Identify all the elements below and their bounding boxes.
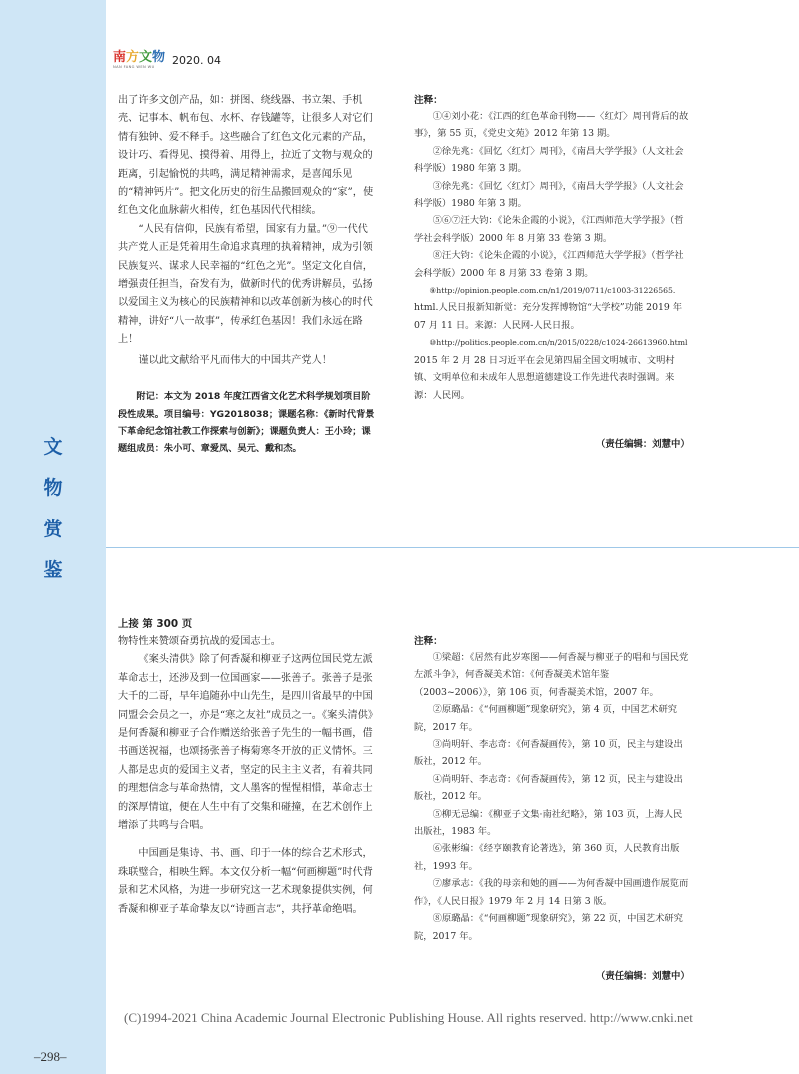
section-title-char: 鉴	[43, 559, 63, 581]
footnote-url: ⑩http://politics.people.com.cn/n/2015/0228/c1024-26613960.html	[429, 338, 688, 348]
paragraph: 谨以此文献给平凡而伟大的中国共产党人！	[138, 354, 332, 366]
section-title-char: 赏	[43, 518, 63, 540]
top-left-column	[118, 92, 375, 458]
section-title	[0, 438, 106, 602]
editor-credit: （责任编辑：刘慧中）	[596, 439, 690, 450]
paragraph: 《案头清供》除了何香凝和柳亚子这两位国民党左派革命志士，还涉及到一位国画家——张善子。张善子是张大千的二哥，早年追随孙中山先生，是四川省最早的中国同盟会会员之一，亦是“寒之友社”成员之一。《案头清供》是何香凝和柳亚子合作赠送给张善子先生的一幅书画，借书画送祝福，也颂扬张善子梅菊寒冬开放的正义情怀。三人都是忠贞的爱国主义者，坚定的民主主义者，有着共同的理想信念与革命热情，文人墨客的惺惺相惜，革命志士的深厚情谊，便在人生中有了交集和碰撞，在艺术创作上增添了共鸣与合唱。	[118, 654, 373, 832]
top-notes-column	[414, 92, 689, 404]
footnote: ①梁超：《居然有此岁寒图——何香凝与柳亚子的唱和与国民党左派斗争》，何香凝美术馆：《何香凝美术馆年鉴（2003~2006）》，第 106 页，何香凝美术馆，2007 年。	[414, 652, 689, 698]
footnote: html.人民日报新知新觉：充分发挥博物馆“大学校”功能 2019 年 07 月 11 日。来源：人民网-人民日报。	[414, 302, 683, 331]
logo-char: 南	[113, 50, 127, 65]
footnote: ⑥张彬编：《经亨颐教育论著选》，第 360 页，人民教育出版社，1993 年。	[414, 843, 680, 872]
footnote: ⑧汪大钧：《论朱企霞的小说》，《江西师范大学学报》（哲学社会科学版）2000 年 8 月第 33 卷第 3 期。	[414, 250, 684, 279]
copyright-footer: (C)1994-2021 China Academic Journal Electronic Publishing House. All rights reserved. http://www.cnki.net	[124, 1010, 693, 1025]
logo-char: 文	[139, 50, 153, 65]
paragraph: “人民有信仰，民族有希望，国家有力量。”⑨一代代共产党人正是凭着用生命追求真理的执着精神，成为引领民族复兴、谋求人民幸福的“红色之光”。坚定文化自信，增强责任担当，奋发有为，做新时代的优秀讲解员，弘扬以爱国主义为核心的民族精神和以改革创新为核心的时代精神，讲好“八一故事”，传承红色基因！我们永远在路上！	[118, 223, 373, 346]
bottom-left-column	[118, 633, 375, 919]
footnote: ③尚明轩、李志奇：《何香凝画传》，第 10 页，民主与建设出版社，2012 年。	[414, 739, 683, 768]
editor-credit: （责任编辑：刘慧中）	[596, 971, 690, 982]
footnote: ②徐先兆：《回忆〈红灯〉周刊》，《南昌大学学报》（人文社会科学版）1980 年第 3 期。	[414, 145, 684, 175]
continuation-label: 上接 第 300 页	[118, 618, 193, 630]
issue-label: 2020. 04	[172, 54, 221, 67]
notes-heading: 注释：	[414, 95, 443, 106]
section-title-char: 文	[43, 436, 63, 458]
footnote: ②原璐晶：《“何画柳题”现象研究》，第 4 页，中国艺术研究院，2017 年。	[414, 704, 678, 733]
paragraph: 出了许多文创产品，如：拼图、绕线器、书立架、手机壳、记事本、帆布包、水杯、存钱罐等，让很多人对它们情有独钟、爱不释手。这些融合了红色文化元素的产品，设计巧、看得见、摸得着、用得上，拉近了文物与观众的距离，引起愉悦的共鸣，满足精神需求，是喜闻乐见的“精神钙片”。把文化历史的衍生品搬回观众的“家”，使红色文化血脉薪火相传，红色基因代代相续。	[118, 95, 374, 217]
paragraph: 物特性来赞颂奋勇抗战的爱国志士。	[118, 636, 281, 647]
logo-char: 物	[152, 50, 166, 65]
section-divider	[106, 547, 799, 548]
footnote: ⑤柳无忌编：《柳亚子文集·南社纪略》，第 103 页，上海人民出版社，1983 年。	[414, 808, 683, 838]
logo-subtext: NAN FANG WEN WU	[113, 65, 155, 69]
notes-heading: 注释：	[414, 636, 443, 647]
footnote: ④尚明轩、李志奇：《何香凝画传》，第 12 页，民主与建设出版社，2012 年。	[414, 773, 683, 803]
footnote: ①④刘小花：《江西的红色革命刊物——〈红灯〉周刊背后的故事》，第 55 页，《党史文苑》2012 年第 13 期。	[414, 111, 689, 140]
footnote: ③徐先兆：《回忆〈红灯〉周刊》，《南昌大学学报》（人文社会科学版）1980 年第 3 期。	[414, 180, 684, 210]
section-title-char: 物	[43, 477, 63, 499]
appendix-note: 附记：本文为 2018 年度江西省文化艺术科学规划项目阶段性成果。项目编号：YG2018038；课题名称：《新时代背景下革命纪念馆社教工作探索与创新》；课题负责人：王小玲；课题组成员：朱小可、章爱凤、吴元、戴和杰。	[118, 391, 375, 455]
footnote: ⑦廖承志：《我的母亲和她的画——为何香凝中国画遗作展览而作》，《人民日报》1979 年 2 月 14 日第 3 版。	[414, 878, 689, 907]
footnote: ⑤⑥⑦汪大钧：《论朱企霞的小说》，《江西师范大学学报》（哲学社会科学版）2000 年 8 月第 33 卷第 3 期。	[414, 215, 684, 244]
footnote: 2015 年 2 月 28 日习近平在会见第四届全国文明城市、文明村镇、文明单位和未成年人思想道德建设工作先进代表时强调。来源：人民网。	[414, 354, 675, 401]
footnote-url: ⑨http://opinion.people.com.cn/n1/2019/0711/c1003-31226565.	[429, 286, 676, 296]
paragraph: 中国画是集诗、书、画、印于一体的综合艺术形式，珠联璧合，相映生辉。本文仅分析一幅“何画柳题”时代背景和艺术风格，为进一步研究这一艺术现象提供实例，何香凝和柳亚子革命挚友以“诗画言志”，共抒革命绝唱。	[118, 848, 373, 915]
bottom-notes-column	[414, 633, 689, 945]
page-number: –298–	[34, 1049, 67, 1064]
footnote: ⑧原璐晶：《“何画柳题”现象研究》，第 22 页，中国艺术研究院，2017 年。	[414, 913, 683, 942]
logo-char: 方	[126, 50, 140, 65]
journal-logo	[113, 51, 165, 69]
sidebar-band	[0, 0, 106, 1074]
